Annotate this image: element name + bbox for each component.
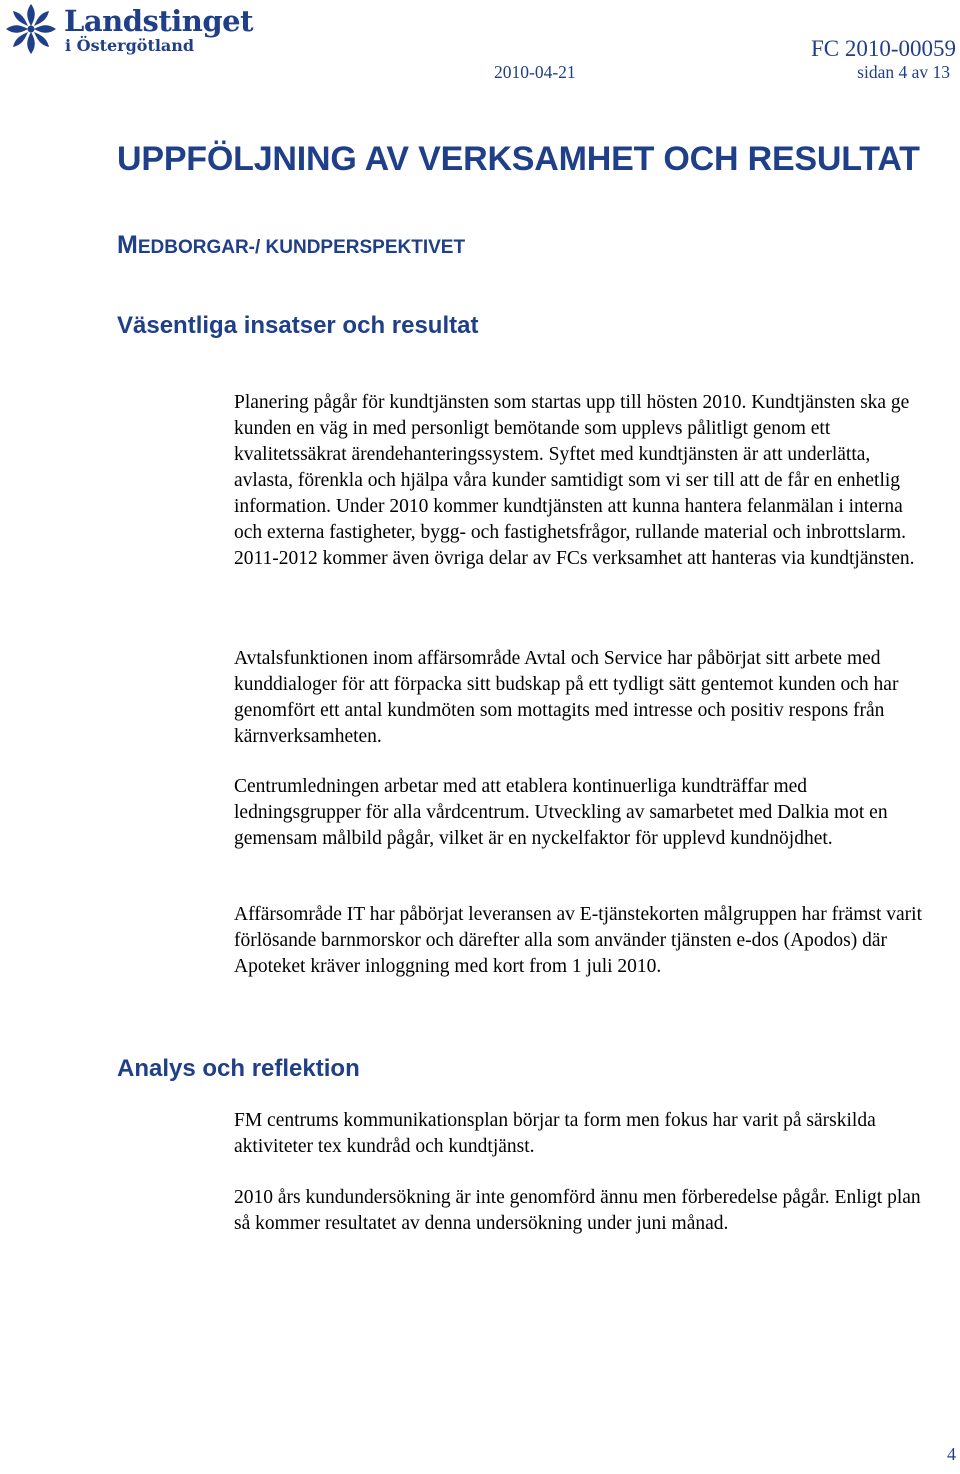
paragraph: Centrumledningen arbetar med att etablera kontinuerliga kundträffar med ledningsgrupper för alla vårdcentrum. Utveckling av samarbetet med Dalkia mot en gemensam målbild pågår, vilket är en nyckelfaktor för upplevd kundnöjdhet. bbox=[234, 776, 888, 849]
section-heading bbox=[117, 231, 465, 260]
paragraph: FM centrums kommunikationsplan börjar ta form men fokus har varit på särskilda aktiviteter tex kundråd och kundtjänst. bbox=[234, 1110, 876, 1157]
paragraph: Affärsområde IT har påbörjat leveransen av E-tjänstekorten målgruppen har främst varit förlösande barnmorskor och därefter alla som använder tjänsten e-dos (Apodos) där Apoteket kräver inloggning med kort from 1 juli 2010. bbox=[234, 904, 923, 977]
document-date: 2010-04-21 bbox=[494, 62, 576, 82]
logo-name: Landstinget bbox=[64, 4, 253, 38]
page-title: UPPFÖLJNING AV VERKSAMHET OCH RESULTAT bbox=[117, 140, 920, 178]
paragraph: 2010 års kundundersökning är inte genomförd ännu men förberedelse pågår. Enligt plan så kommer resultatet av denna undersökning under juni månad. bbox=[234, 1187, 921, 1234]
paragraph: Avtalsfunktionen inom affärsområde Avtal och Service har påbörjat sitt arbete med kunddialoger för att förpacka sitt budskap på ett tydligt sätt gentemot kunden och har genomfört ett antal kundmöten som mottagits med intresse och positiv respons från kärnverksamheten. bbox=[234, 648, 899, 747]
page-number: 4 bbox=[947, 1444, 956, 1464]
crown-emblem-icon bbox=[4, 2, 58, 56]
document-id: FC 2010-00059 bbox=[810, 36, 956, 61]
subsection-heading-insatser: Väsentliga insatser och resultat bbox=[117, 312, 479, 339]
logo-subtitle: i Östergötland bbox=[65, 36, 195, 55]
page-indicator: sidan 4 av 13 bbox=[857, 62, 950, 82]
paragraph: Planering pågår för kundtjänsten som startas upp till hösten 2010. Kundtjänsten ska ge kunden en väg in med personligt bemötande som upplevs pålitligt genom ett kvalitetssäkrat ärendehanteringssystem. Syftet med kundtjänsten är att underlätta, avlasta, förenkla och hjälpa våra kunder samtidigt som vi ser till att de får en enhetlig information. Under 2010 kommer kundtjänsten att kunna hantera felanmälan i interna och externa fastigheter, bygg- och fastighetsfrågor, rullande material och inbrottslarm. 2011-2012 kommer även övriga delar av FCs verksamhet att hanteras via kundtjänsten. bbox=[234, 392, 915, 569]
section-heading-rest: EDBORGAR-/ KUNDPERSPEKTIVET bbox=[137, 237, 466, 258]
landstinget-logo bbox=[4, 2, 253, 56]
section-heading-initial: M bbox=[117, 231, 138, 259]
subsection-heading-analys: Analys och reflektion bbox=[117, 1055, 360, 1082]
